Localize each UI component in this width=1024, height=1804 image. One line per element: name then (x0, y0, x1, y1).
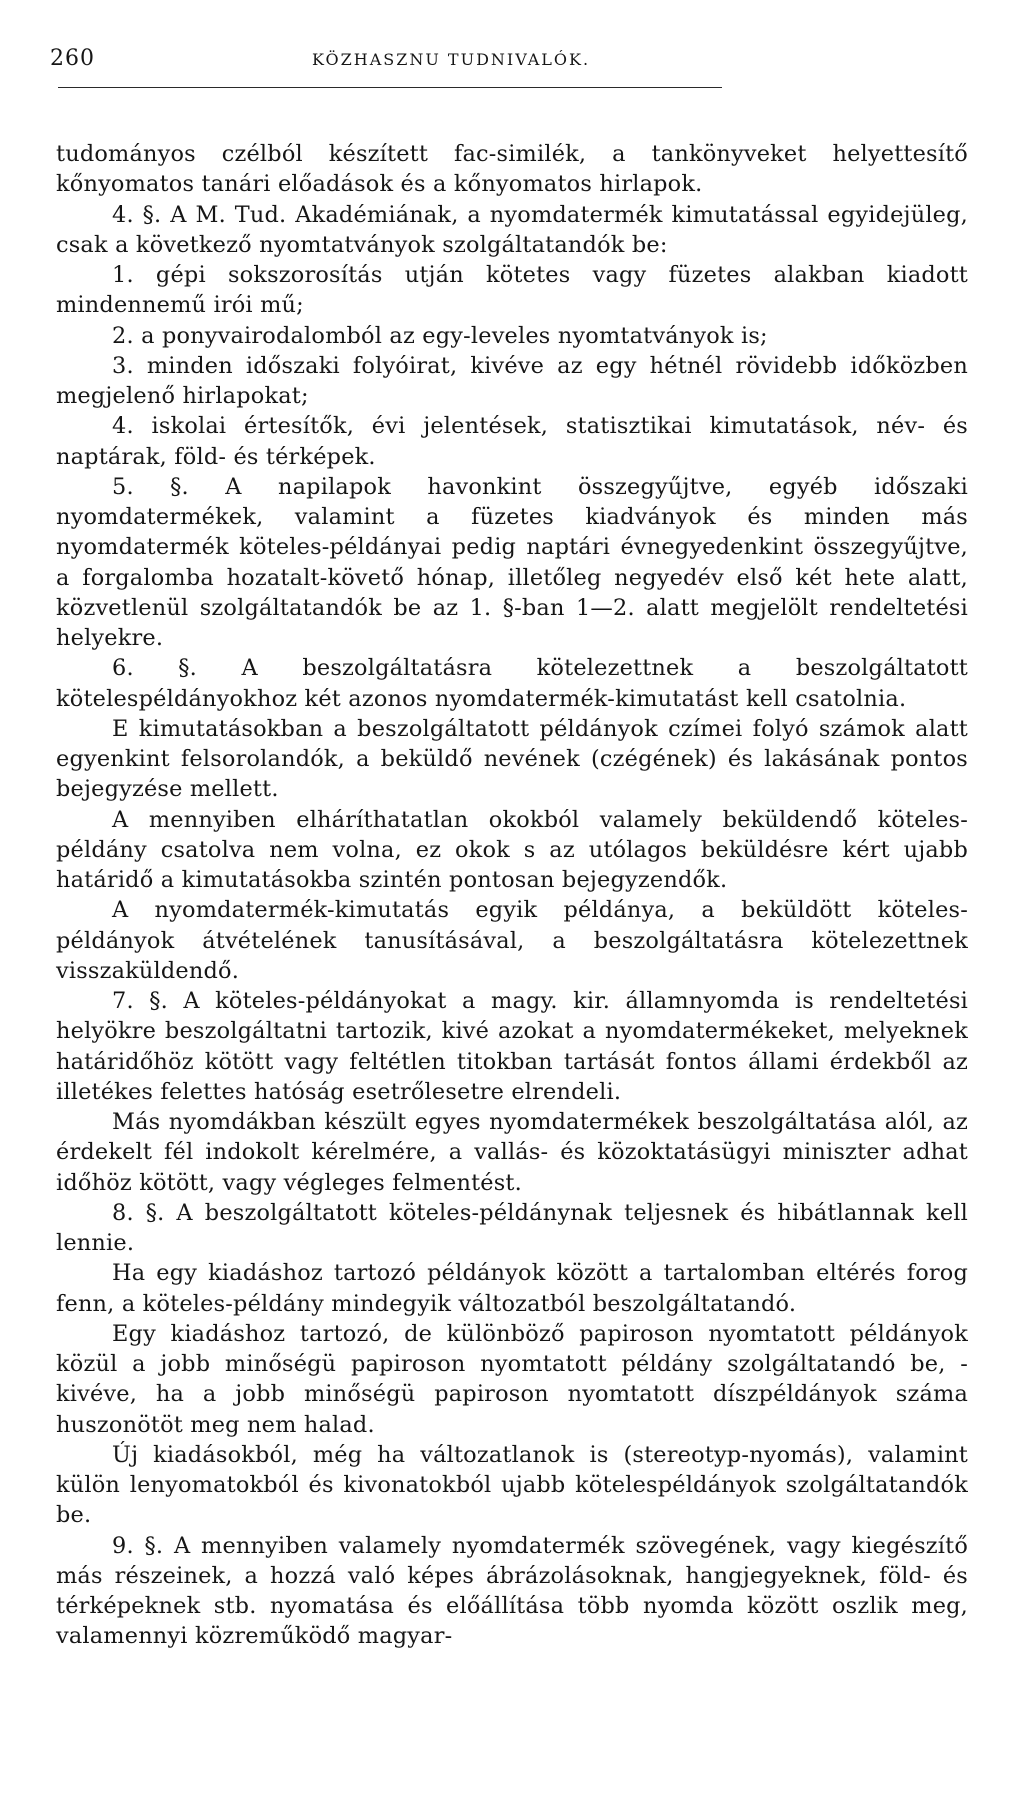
paragraph: 4. iskolai értesítők, évi jelentések, statisztikai kimutatások, név- és naptárak, föld- és térképek. (56, 413, 968, 470)
header-rule (58, 87, 722, 88)
paragraph: 8. §. A beszolgáltatott köteles-példánynak teljesnek és hibátlannak kell lennie. (56, 1199, 968, 1256)
paragraph: 7. §. A köteles-példányokat a magy. kir. államnyomda is rendeltetési helyökre beszolgáltatni tartozik, kivé azokat a nyomdatermékeket, melyeknek határidőhöz kötött vagy feltétlen titokban tartását fontos állami érdekből az illetékes felettes hatóság esetrőlesetre elrendeli. (56, 988, 968, 1105)
paragraph: Más nyomdákban készült egyes nyomdatermékek beszolgáltatása alól, az érdekelt fél indokolt kérelmére, a vallás- és közoktatásügyi miniszter adhat időhöz kötött, vagy végleges felmentést. (56, 1109, 968, 1196)
paragraph: Új kiadásokból, még ha változatlanok is (stereotyp-nyomás), valamint külön lenyomatokból és kivonatokból ujabb kötelespéldányok szolgáltatandók be. (56, 1441, 968, 1529)
paragraph: 3. minden időszaki folyóirat, kivéve az egy hétnél rövidebb időközben megjelenő hirlapokat; (56, 352, 968, 409)
paragraph: 5. §. A napilapok havonkint összegyűjtve, egyéb időszaki nyomdatermékek, valamint a füzetes kiadványok és minden más nyomdatermék köteles-példányai pedig naptári évnegyedenkint összegyűjtve, a forgalomba hozatalt-követő hónap, illetőleg negyedév első két hete alatt, közvetlenül szolgáltatandók be az 1. §-ban 1—2. alatt megjelölt rendeltetési helyekre. (56, 473, 968, 651)
paragraph: E kimutatásokban a beszolgáltatott példányok czímei folyó számok alatt egyenkint felsorolandók, a beküldő nevének (czégének) és lakásának pontos bejegyzése mellett. (56, 715, 968, 803)
paragraph: A nyomdatermék-kimutatás egyik példánya, a beküldött köteles-példányok átvételének tanusításával, a beszolgáltatásra kötelezettnek visszaküldendő. (56, 897, 968, 984)
running-head: KÖZHASZNU TUDNIVALÓK. (312, 50, 591, 69)
paragraph: 6. §. A beszolgáltatásra kötelezettnek a beszolgáltatott kötelespéldányokhoz két azonos nyomdatermék-kimutatást kell csatolnia. (56, 655, 968, 712)
paragraph: 1. gépi sokszorosítás utján kötetes vagy füzetes alakban kiadott mindennemű irói mű; (56, 262, 968, 319)
paragraph: Egy kiadáshoz tartozó, de különböző papiroson nyomtatott példányok közül a jobb minőségü papiroson nyomtatott példány szolgáltatandó be, -kivéve, ha a jobb minőségü papiroson nyomtatott díszpéldányok száma huszonötöt meg nem halad. (56, 1320, 968, 1438)
paragraph: 4. §. A M. Tud. Akadémiának, a nyomdatermék kimutatással egyidejüleg, csak a következő nyomtatványok szolgáltatandók be: (56, 201, 968, 258)
paragraph: 2. a ponyvairodalomból az egy-leveles nyomtatványok is; (112, 322, 768, 349)
page-number: 260 (50, 46, 95, 71)
paragraph: 9. §. A mennyiben valamely nyomdatermék szövegének, vagy kiegészítő más részeinek, a hozzá való képes ábrázolásoknak, hangjegyeknek, föld- és térképeknek stb. nyomatása és előállítása több nyomda között oszlik meg, valamennyi közreműködő magyar- (56, 1532, 968, 1650)
paragraph: Ha egy kiadáshoz tartozó példányok között a tartalomban eltérés forog fenn, a köteles-példány mindegyik változatból beszolgáltatandó. (56, 1260, 968, 1317)
paragraph: tudományos czélból készített fac-similék, a tankönyveket helyettesítő kőnyomatos tanári előadások és a kőnyomatos hirlapok. (56, 141, 968, 198)
body-text (56, 139, 968, 1652)
paragraph: A mennyiben elháríthatatlan okokból valamely beküldendő köteles-példány csatolva nem volna, ez okok s az utólagos beküldésre kért ujabb határidő a kimutatásokba szintén pontosan bejegyzendők. (56, 806, 968, 893)
